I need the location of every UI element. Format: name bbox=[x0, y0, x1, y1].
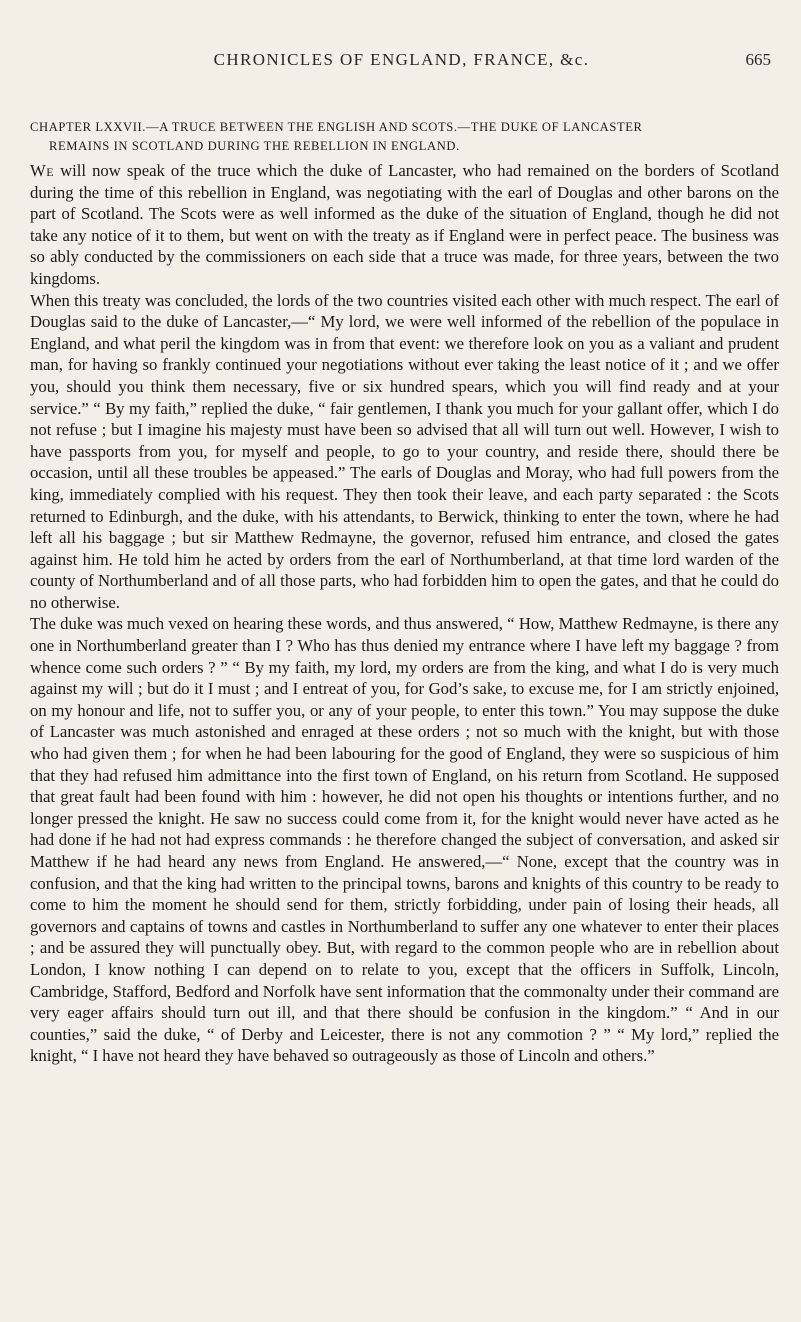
body-text bbox=[30, 160, 779, 1067]
running-header bbox=[30, 50, 773, 72]
paragraph-1-lead-word: We bbox=[30, 161, 55, 180]
chapter-heading bbox=[30, 118, 779, 156]
chapter-heading-line-1: CHAPTER LXXVII.—A TRUCE BETWEEN THE ENGLISH AND SCOTS.—THE DUKE OF LANCASTER bbox=[30, 120, 643, 134]
paragraph-1-text: will now speak of the truce which the duke of Lancaster, who had remained on the borders of Scotland during the time of this rebellion in England, was negotiating with the earl of Douglas and other barons on the part of Scotland. The Scots were as well informed as the duke of the situation of England, though he did not take any notice of it to them, but went on with the treaty as if England were in perfect peace. The business was so ably conducted by the commissioners on each side that a truce was made, for three years, between the two kingdoms. bbox=[30, 161, 779, 288]
paragraph-3: The duke was much vexed on hearing these words, and thus answered, “ How, Matthew Redmayne, is there any one in Northumberland greater than I ? Who has thus denied my entrance where I have left my baggage ? from whence come such orders ? ” “ By my faith, my lord, my orders are from the king, and what I do is very much against my will ; but do it I must ; and I entreat of you, for God’s sake, to excuse me, for I am strictly enjoined, on my honour and life, not to suffer you, or any of your people, to enter this town.” You may suppose the duke of Lancaster was much astonished and enraged at these orders ; not so much with the knight, but with those who had given them ; for when he had been labouring for the good of England, they were so suspicious of him that they had refused him admittance into the first town of England, on his return from Scotland. He supposed that great fault had been found with him : however, he did not open his thoughts or intentions further, and no longer pressed the knight. He saw no success could come from it, for the knight would never have acted as he had done if he had not had express commands : he therefore changed the subject of conversation, and asked sir Matthew if he had heard any news from England. He answered,—“ None, except that the country was in confusion, and that the king had written to the principal towns, barons and knights of this country to be ready to come to him the moment he should send for them, strictly forbidding, under pain of losing their heads, all governors and captains of towns and castles in Northumberland to suffer any one whatever to enter their places ; and be assured they will punctually obey. But, with regard to the common people who are in rebellion about London, I know nothing I can depend on to relate to you, except that the officers in Suffolk, Lincoln, Cambridge, Stafford, Bedford and Norfolk have sent information that the commonalty under their command are very eager affairs should turn out ill, and that there should be confusion in the kingdom.” “ And in our counties,” said the duke, “ of Derby and Leicester, there is not any commotion ? ” “ My lord,” replied the knight, “ I have not heard they have behaved so outrageously as those of Lincoln and others.” bbox=[30, 614, 779, 1066]
paragraph-1 bbox=[30, 160, 779, 290]
chapter-heading-line-2: REMAINS IN SCOTLAND DURING THE REBELLION IN ENGLAND. bbox=[49, 139, 460, 153]
page-number: 665 bbox=[745, 50, 771, 69]
running-title: CHRONICLES OF ENGLAND, FRANCE, &c. bbox=[213, 50, 590, 69]
paragraph-2: When this treaty was concluded, the lords of the two countries visited each other with much respect. The earl of Douglas said to the duke of Lancaster,—“ My lord, we were well informed of the rebellion of the populace in England, and what peril the kingdom was in from that event: we therefore look on you as a valiant and prudent man, for having so frankly continued your negotiations without ever taking the least notice of it ; and we offer you, should you think them necessary, five or six hundred spears, which you will find ready and at your service.” “ By my faith,” replied the duke, “ fair gentlemen, I thank you much for your gallant offer, which I do not refuse ; but I imagine his majesty must have been so advised that all will turn out well. However, I wish to have passports from you, for myself and people, to go to your country, and reside there, should there be occasion, until all these troubles be appeased.” The earls of Douglas and Moray, who had full powers from the king, immediately complied with his request. They then took their leave, and each party separated : the Scots returned to Edinburgh, and the duke, with his attendants, to Berwick, thinking to enter the town, where he had left all his baggage ; but sir Matthew Redmayne, the governor, refused him entrance, and closed the gates against him. He told him he acted by orders from the earl of Northumberland, at that time lord warden of the county of Northumberland and of all those parts, who had forbidden him to open the gates, and that he could do no otherwise. bbox=[30, 290, 779, 612]
